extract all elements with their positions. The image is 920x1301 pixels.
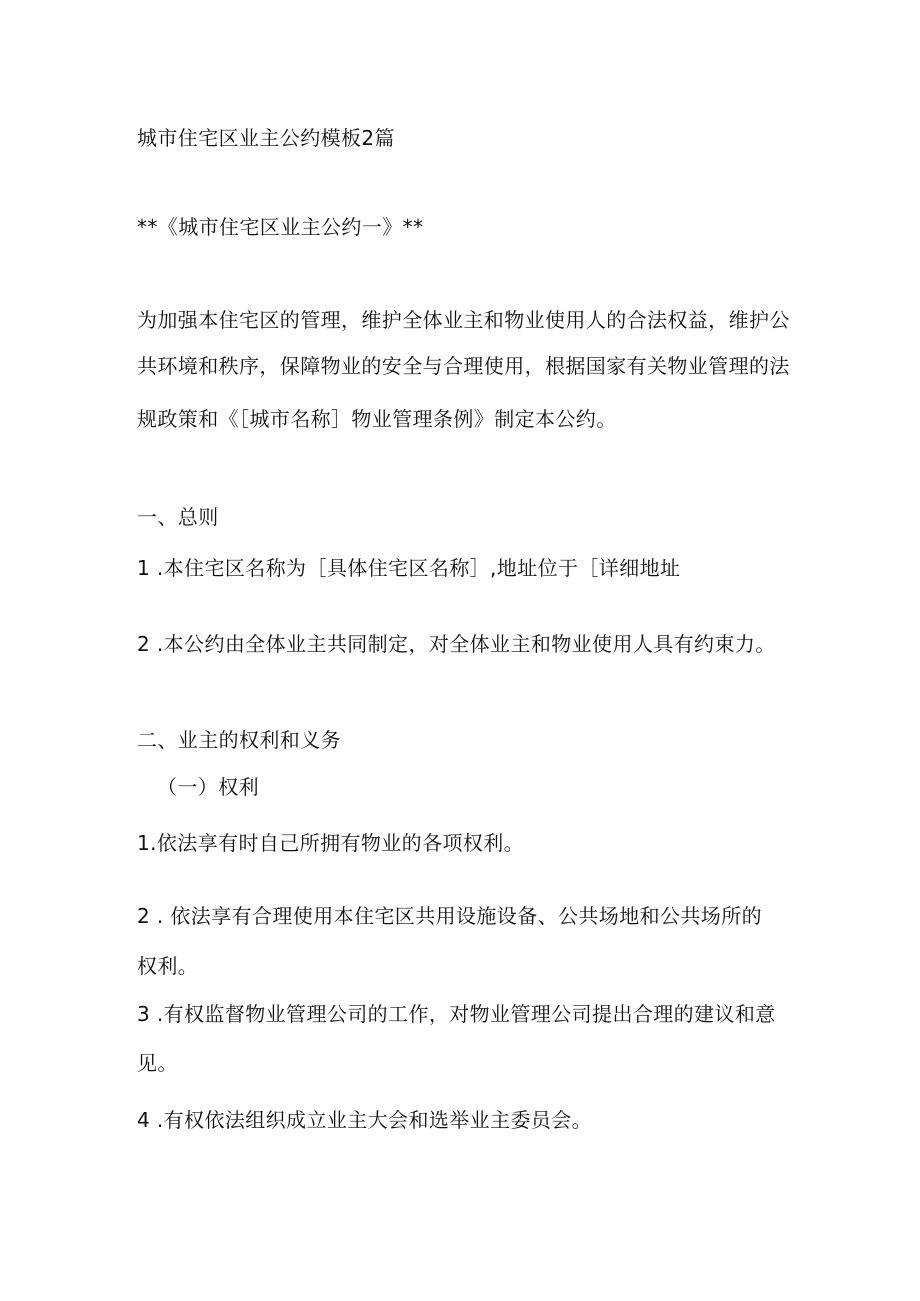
rights-item-3-line-1: 3 .有权监督物业管理公司的工作，对物业管理公司提出合理的建议和意 (137, 1002, 776, 1026)
document-title: 城市住宅区业主公约模板2篇 (137, 126, 395, 150)
rights-item-2-line-2: 权利。 (137, 954, 199, 978)
general-item-2: 2 .本公约由全体业主共同制定，对全体业主和物业使用人具有约束力。 (137, 632, 776, 656)
rights-subheading: （一）权利 (157, 775, 259, 799)
preamble-line-3: 规政策和《［城市名称］物业管理条例》制定本公约。 (137, 407, 617, 431)
rights-item-1: 1.依法享有时自己所拥有物业的各项权利。 (137, 831, 525, 855)
rights-item-4: 4 .有权依法组织成立业主大会和选举业主委员会。 (137, 1108, 593, 1132)
section-general-heading: 一、总则 (137, 505, 219, 529)
section-rights-duties-heading: 二、业主的权利和义务 (137, 728, 341, 752)
rights-item-2-line-1: 2 . 依法享有合理使用本住宅区共用设施设备、公共场地和公共场所的 (137, 904, 762, 928)
preamble-line-2: 共环境和秩序，保障物业的安全与合理使用，根据国家有关物业管理的法 (137, 354, 790, 378)
document-subtitle: **《城市住宅区业主公约一》** (137, 215, 424, 239)
preamble-line-1: 为加强本住宅区的管理，维护全体业主和物业使用人的合法权益，维护公 (137, 308, 790, 332)
rights-item-3-line-2: 见。 (137, 1051, 178, 1075)
general-item-1: 1 .本住宅区名称为［具体住宅区名称］,地址位于［详细地址 (137, 556, 681, 580)
